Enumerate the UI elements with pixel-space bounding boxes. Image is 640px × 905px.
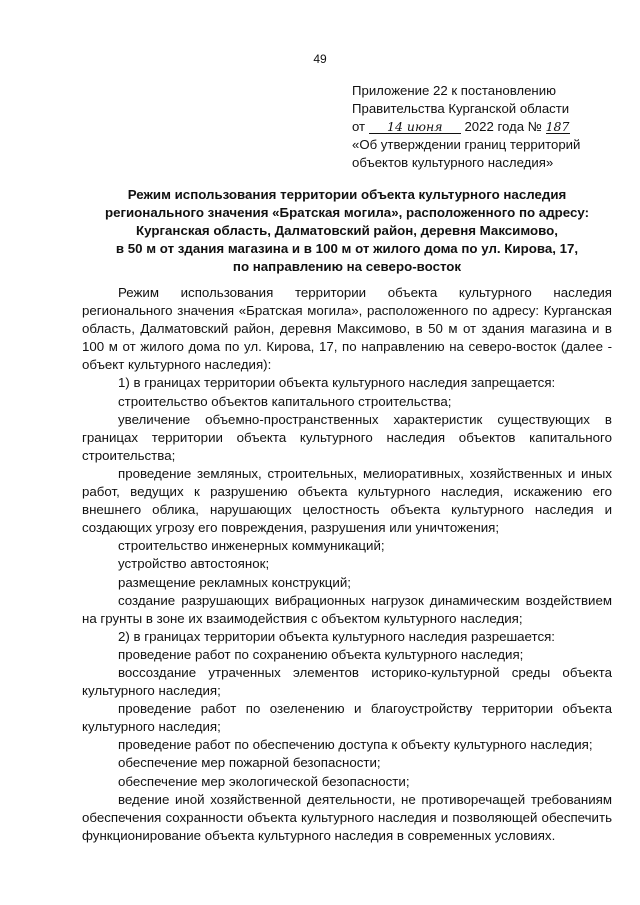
appendix-line-2: Правительства Курганской области	[352, 101, 570, 116]
paragraph: размещение рекламных конструкций;	[118, 574, 351, 590]
appendix-line-5: объектов культурного наследия»	[352, 155, 554, 170]
title-line-1: Режим использования территории объекта культурного наследия	[127, 187, 567, 202]
title-line-2: регионального значения «Братская могила», расположенного по адресу:	[104, 205, 590, 220]
title-line-3: Курганская область, Далматовский район, деревня Максимово,	[136, 223, 558, 238]
appendix-date-prefix: от	[352, 119, 366, 134]
paragraph: 1) в границах территории объекта культурного наследия запрещается:	[118, 375, 556, 391]
paragraph: обеспечение мер пожарной безопасности;	[118, 755, 381, 771]
paragraph: увеличение объемно-пространственных характеристик существующих в границах территории объекта культурного наследия объектов капитального строительства;	[82, 411, 612, 463]
handwritten-number: 187	[545, 119, 570, 134]
title-line-5: по направлению на северо-восток	[232, 259, 462, 274]
paragraph: строительство инженерных коммуникаций;	[118, 538, 385, 554]
paragraph: строительство объектов капитального строительства;	[118, 393, 452, 409]
paragraph: Режим использования территории объекта культурного наследия регионального значения «Братская могила», расположенного по адресу: Курганская область, Далматовский район, деревня Максимово, в 50 м от здания магазина и в 100 м от жилого дома по ул. Кирова, 17, по направлению на северо-восток (далее - объект культурного наследия):	[82, 285, 612, 373]
paragraph: обеспечение мер экологической безопасности;	[118, 773, 410, 789]
document-title	[82, 186, 612, 276]
appendix-year: 2022 года №	[464, 119, 542, 134]
paragraph: создание разрушающих вибрационных нагрузок динамическим воздействием на грунты в зоне их взаимодействия с объектом культурного наследия;	[82, 592, 612, 626]
appendix-line-3	[352, 118, 622, 136]
title-line-4: в 50 м от здания магазина и в 100 м от жилого дома по ул. Кирова, 17,	[115, 241, 579, 256]
paragraph: проведение работ по озеленению и благоустройству территории объекта культурного наследия;	[82, 701, 612, 735]
appendix-header	[352, 82, 622, 172]
handwritten-date: 14 июня	[369, 120, 461, 134]
document-body	[82, 284, 612, 845]
paragraph: воссоздание утраченных элементов историко-культурной среды объекта культурного наследия;	[82, 664, 612, 699]
paragraph: проведение земляных, строительных, мелиоративных, хозяйственных и иных работ, ведущих к разрушению объекта культурного наследия, искажению его внешнего облика, нарушающих целостность объекта культурного наследия и создающих угрозу его повреждения, разрушения или уничтожения;	[82, 465, 612, 536]
appendix-line-4: «Об утверждении границ территорий	[352, 137, 581, 152]
paragraph: устройство автостоянок;	[118, 556, 270, 572]
paragraph: проведение работ по обеспечению доступа к объекту культурного наследия;	[118, 737, 593, 753]
appendix-line-1: Приложение 22 к постановлению	[352, 83, 556, 98]
paragraph: проведение работ по сохранению объекта культурного наследия;	[118, 646, 524, 662]
paragraph: 2) в границах территории объекта культурного наследия разрешается:	[118, 628, 555, 644]
paragraph: ведение иной хозяйственной деятельности, не противоречащей требованиям обеспечения сохранности объекта культурного наследия и позволяющей обеспечить функционирование объекта культурного наследия в современных условиях.	[82, 791, 612, 843]
page-number: 49	[313, 52, 327, 66]
